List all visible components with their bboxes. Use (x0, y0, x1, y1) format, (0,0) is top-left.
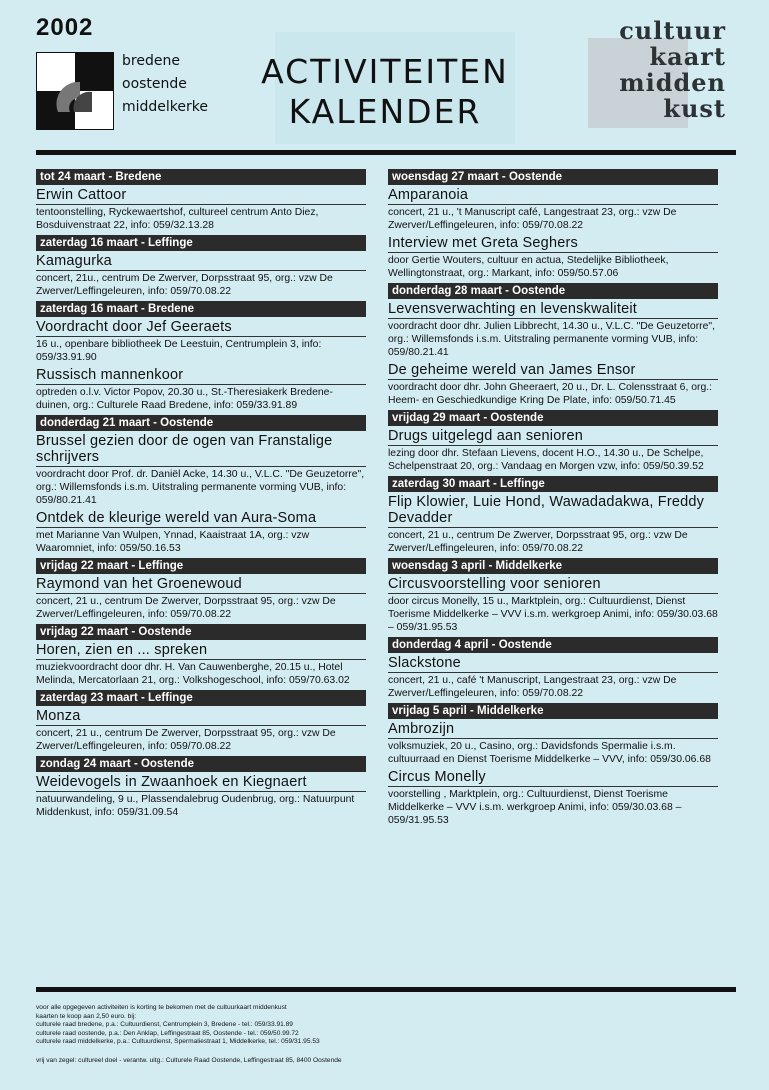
footer-line: culturele raad middelkerke, p.a.: Cultuurdienst, Spermaliestraat 1, Middelkerke, tel.: 059/31.95.53 (36, 1038, 320, 1045)
town-oostende: oostende (122, 76, 187, 92)
event-title: Circus Monelly (388, 769, 718, 787)
footer-line: culturele raad oostende, p.a.: Den Anklap, Leffingestraat 85, Oostende - tel.: 059/50.99.72 (36, 1029, 299, 1037)
event-title: De geheime wereld van James Ensor (388, 362, 718, 380)
event-title: Brussel gezien door de ogen van Franstalige schrijvers (36, 433, 366, 467)
event-title: Circusvoorstelling voor senioren (388, 576, 718, 594)
date-header: woensdag 27 maart - Oostende (388, 169, 718, 185)
top-rule (36, 150, 736, 155)
date-header: vrijdag 22 maart - Leffinge (36, 558, 366, 574)
event-description: concert, 21 u., 't Manuscript café, Langestraat 23, org.: vzw De Zwerver/Leffingeleuren, info: 059/70.08.22 (388, 207, 677, 231)
event-description: tentoonstelling, Ryckewaertshof, cultureel centrum Anto Diez, Bosduivenstraat 22, info: 059/32.13.28 (36, 207, 319, 231)
event-description: door Gertie Wouters, cultuur en actua, Stedelijke Bibliotheek, Wellingtonstraat, org.: Markant, info: 059/50.57.06 (388, 255, 669, 279)
date-header: donderdag 21 maart - Oostende (36, 415, 366, 431)
event-description: 16 u., openbare bibliotheek De Leestuin, Centrumplein 3, info: 059/33.91.90 (36, 339, 322, 363)
event-title: Erwin Cattoor (36, 187, 366, 205)
date-header: woensdag 3 april - Middelkerke (388, 558, 718, 574)
event-title: Interview met Greta Seghers (388, 235, 718, 253)
event-description: met Marianne Van Wulpen, Ynnad, Kaaistraat 1A, org.: vzw Waaromniet, info: 059/50.16.53 (36, 530, 310, 554)
date-header: donderdag 28 maart - Oostende (388, 283, 718, 299)
town-bredene: bredene (122, 53, 180, 69)
event-title: Russisch mannenkoor (36, 367, 366, 385)
event-title: Ontdek de kleurige wereld van Aura-Soma (36, 510, 366, 528)
event-description: voordracht door Prof. dr. Daniël Acke, 14.30 u., V.L.C. "De Geuzetorre", org.: Willemsfonds i.s.m. Uitstraling permanente vorming VUB, info: 059/80.21.41 (36, 469, 365, 506)
cultuurkaart-logo (588, 18, 726, 136)
brand-word-2: kaart (649, 42, 726, 71)
date-header: donderdag 4 april - Oostende (388, 637, 718, 653)
event-title: Drugs uitgelegd aan senioren (388, 428, 718, 446)
page-title (240, 52, 530, 132)
event-title: Raymond van het Groenewoud (36, 576, 366, 594)
event-title: Flip Klowier, Luie Hond, Wawadadakwa, Freddy Devadder (388, 494, 718, 528)
event-title: Amparanoia (388, 187, 718, 205)
event-title: Horen, zien en ... spreken (36, 642, 366, 660)
event-description: optreden o.l.v. Victor Popov, 20.30 u., St.-Theresiakerk Bredene-duinen, org.: Culturele Raad Bredene, info: 059/33.91.89 (36, 387, 333, 411)
event-title: Voordracht door Jef Geeraets (36, 319, 366, 337)
date-header: zaterdag 16 maart - Bredene (36, 301, 366, 317)
event-description: voordracht door dhr. Julien Libbrecht, 14.30 u., V.L.C. "De Geuzetorre", org.: Willemsfonds i.s.m. Uitstraling permanente vorming VUB, info: 059/80.21.41 (388, 321, 715, 358)
event-title: Levensverwachting en levenskwaliteit (388, 301, 718, 319)
event-description: door circus Monelly, 15 u., Marktplein, org.: Cultuurdienst, Dienst Toerisme Middelkerke – VVV i.s.m. werkgroep Animi, info: 059/30.03.68 – 059/31.95.53 (388, 596, 718, 633)
event-title: Monza (36, 708, 366, 726)
footer-line: culturele raad bredene, p.a.: Cultuurdienst, Centrumplein 3, Bredene - tel.: 059/33.91.89 (36, 1021, 293, 1028)
title-line-2: KALENDER (288, 92, 482, 131)
event-description: voorstelling , Marktplein, org.: Cultuurdienst, Dienst Toerisme Middelkerke – VVV i.s.m. werkgroep Animi, info: 059/30.03.68 – 059/31.95.53 (388, 789, 682, 826)
town-middelkerke: middelkerke (122, 99, 209, 115)
event-description: natuurwandeling, 9 u., Plassendalebrug Oudenbrug, org.: Natuurpunt Middenkust, info: 059/31.09.54 (36, 794, 355, 818)
event-description: concert, 21u., centrum De Zwerver, Dorpsstraat 95, org.: vzw De Zwerver/Leffingeleuren, info: 059/70.08.22 (36, 273, 333, 297)
right-column (388, 166, 718, 830)
towns-list (122, 50, 208, 119)
date-header: vrijdag 5 april - Middelkerke (388, 703, 718, 719)
event-description: concert, 21 u., centrum De Zwerver, Dorpsstraat 95, org.: vzw De Zwerver/Leffingeleuren, info: 059/70.08.22 (36, 728, 336, 752)
brand-word-4: kust (663, 94, 726, 123)
event-description: concert, 21 u., centrum De Zwerver, Dorpsstraat 95, org.: vzw De Zwerver/Leffingeleuren, info: 059/70.08.22 (36, 596, 336, 620)
event-description: voordracht door dhr. John Gheeraert, 20 u., Dr. L. Colensstraat 6, org.: Heem- en Geschiedkundige Kring De Plate, info: 059/50.71.45 (388, 382, 713, 406)
date-header: vrijdag 22 maart - Oostende (36, 624, 366, 640)
footer-line: voor alle opgegeven activiteiten is korting te bekomen met de cultuurkaart middenkust (36, 1004, 287, 1011)
event-description: concert, 21 u., café 't Manuscript, Langestraat 23, org.: vzw De Zwerver/Leffingeleuren, info: 059/70.08.22 (388, 675, 677, 699)
event-description: concert, 21 u., centrum De Zwerver, Dorpsstraat 95, org.: vzw De Zwerver/Leffingeleuren, info: 059/70.08.22 (388, 530, 688, 554)
event-title: Ambrozijn (388, 721, 718, 739)
logo-icon (36, 52, 114, 130)
event-description: muziekvoordracht door dhr. H. Van Cauwenberghe, 20.15 u., Hotel Melinda, Mercatorlaan 21, org.: Volkshogeschool, info: 059/70.63.02 (36, 662, 350, 686)
brand-word-1: cultuur (619, 16, 726, 45)
date-header: zondag 24 maart - Oostende (36, 756, 366, 772)
bottom-rule (36, 987, 736, 992)
footer (36, 1004, 736, 1065)
title-line-1: ACTIVITEITEN (261, 52, 509, 91)
event-description: volksmuziek, 20 u., Casino, org.: Davidsfonds Spermalie i.s.m. cultuurraad en Dienst Toerisme Middelkerke – VVV, info: 059/30.06.68 (388, 741, 711, 765)
year: 2002 (36, 14, 94, 41)
left-column (36, 166, 366, 822)
footer-note: vrij van zegel: cultureel doel - verantw. uitg.: Culturele Raad Oostende, Leffingestraat 85, 8400 Oostende (36, 1056, 342, 1064)
event-title: Slackstone (388, 655, 718, 673)
event-description: lezing door dhr. Stefaan Lievens, docent H.O., 14.30 u., De Schelpe, Schelpenstraat 20, org.: Vandaag en Morgen vzw, info: 059/50.39.52 (388, 448, 704, 472)
date-header: zaterdag 23 maart - Leffinge (36, 690, 366, 706)
brand-word-3: midden (619, 68, 726, 97)
date-header: tot 24 maart - Bredene (36, 169, 366, 185)
footer-line: kaarten te koop aan 2,50 euro. bij: (36, 1012, 137, 1020)
date-header: zaterdag 16 maart - Leffinge (36, 235, 366, 251)
date-header: vrijdag 29 maart - Oostende (388, 410, 718, 426)
event-title: Kamagurka (36, 253, 366, 271)
date-header: zaterdag 30 maart - Leffinge (388, 476, 718, 492)
event-title: Weidevogels in Zwaanhoek en Kiegnaert (36, 774, 366, 792)
